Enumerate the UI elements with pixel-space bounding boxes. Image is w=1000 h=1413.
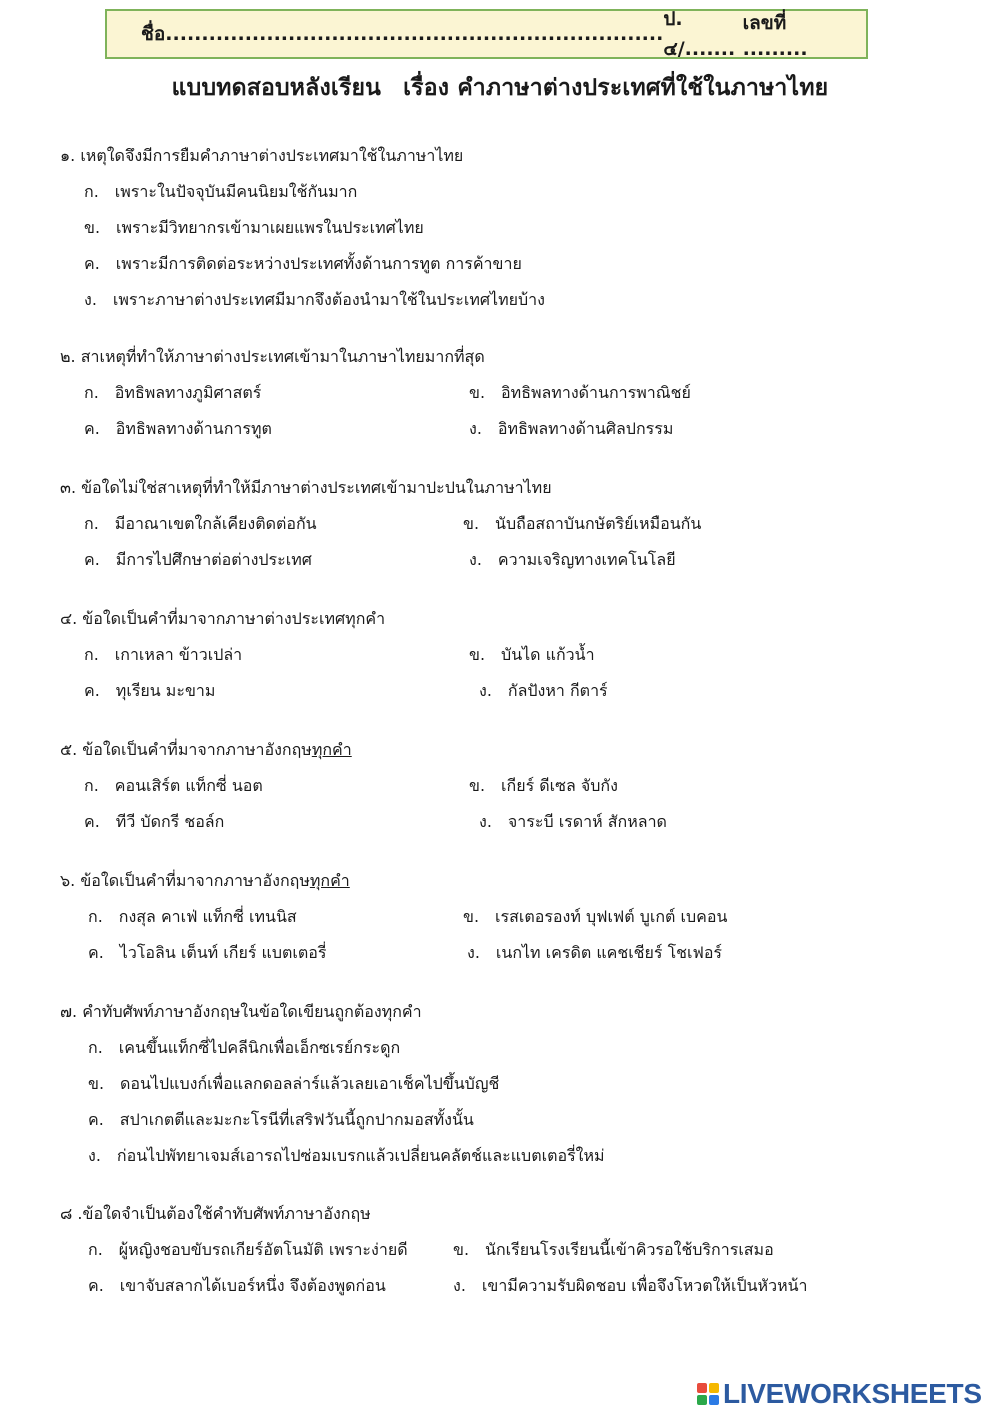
option-b[interactable]: ข. เพราะมีวิทยากรเข้ามาเผยแพรในประเทศไทย [84, 218, 424, 237]
option-c[interactable]: ค. สปาเกตตีและมะกะโรนีที่เสริฟวันนี้ถูกปากมอสทั้งนั้น [88, 1110, 474, 1129]
option-a[interactable]: ก. คอนเสิร์ต แท็กซี่ นอต [84, 776, 263, 795]
liveworksheets-logo [697, 1378, 982, 1410]
option-b[interactable]: ข. นับถือสถาบันกษัตริย์เหมือนกัน [463, 514, 702, 533]
underlined-word: ทุกคำ [311, 740, 352, 759]
question-stem: ๒. สาเหตุที่ทำให้ภาษาต่างประเทศเข้ามาในภาษาไทยมากที่สุด [60, 347, 485, 366]
option-d[interactable]: ง. ก่อนไปพัทยาเจมส์เอารถไปซ่อมเบรกแล้วเปลี่ยนคลัตช์และแบตเตอรี่ใหม่ [88, 1146, 605, 1165]
question-stem: ๓. ข้อใดไม่ใช่สาเหตุที่ทำให้มีภาษาต่างประเทศเข้ามาปะปนในภาษาไทย [60, 478, 552, 497]
option-d[interactable]: ง. เขามีความรับผิดชอบ เพื่อจึงโหวตให้เป็นหัวหน้า [453, 1276, 808, 1295]
option-d[interactable]: ง. จาระบี เรดาห์ สักหลาด [479, 812, 667, 831]
underlined-word: ทุกคำ [309, 871, 350, 890]
logo-square [709, 1395, 719, 1405]
option-d[interactable]: ง. กัลปังหา กีตาร์ [479, 681, 608, 700]
option-a[interactable]: ก. ผู้หญิงชอบขับรถเกียร์อัตโนมัติ เพราะง่ายดี [88, 1240, 408, 1259]
option-c[interactable]: ค. ทุเรียน มะขาม [84, 681, 216, 700]
question-stem: ๕. ข้อใดเป็นคำที่มาจากภาษาอังกฤษทุกคำ [60, 740, 352, 759]
option-d[interactable]: ง. เพราะภาษาต่างประเทศมีมากจึงต้องนำมาใช้ในประเทศไทยบ้าง [84, 290, 545, 309]
logo-mark-icon [697, 1383, 719, 1405]
option-a[interactable]: ก. เพราะในปัจจุบันมีคนนิยมใช้กันมาก [84, 182, 358, 201]
class-field[interactable]: ป. ๔/....... [663, 8, 736, 60]
option-d[interactable]: ง. อิทธิพลทางด้านศิลปกรรม [469, 419, 674, 438]
option-b[interactable]: ข. เรสเตอรองท์ บุฟเฟต์ บูเกต์ เบคอน [463, 907, 728, 926]
option-a[interactable]: ก. อิทธิพลทางภูมิศาสตร์ [84, 383, 262, 402]
page-title [0, 70, 1000, 106]
number-field[interactable]: เลขที่ ......... [742, 12, 808, 60]
option-b[interactable]: ข. อิทธิพลทางด้านการพาณิชย์ [469, 383, 691, 402]
option-c[interactable]: ค. เขาจับสลากได้เบอร์หนึ่ง จึงต้องพูดก่อน [88, 1276, 386, 1295]
option-c[interactable]: ค. ทีวี บัดกรี ชอล์ก [84, 812, 225, 831]
question-stem: ๘ .ข้อใดจำเป็นต้องใช้คำทับศัพท์ภาษาอังกฤษ [60, 1204, 371, 1223]
title-topic: เรื่อง คำภาษาต่างประเทศที่ใช้ในภาษาไทย [403, 75, 829, 101]
logo-square [697, 1395, 707, 1405]
student-info-box [105, 9, 868, 59]
option-c[interactable]: ค. ไวโอลิน เต็นท์ เกียร์ แบตเตอรี่ [88, 943, 327, 962]
question-stem: ๑. เหตุใดจึงมีการยืมคำภาษาต่างประเทศมาใช้ในภาษาไทย [60, 146, 464, 165]
option-c[interactable]: ค. เพราะมีการติดต่อระหว่างประเทศทั้งด้านการทูต การค้าขาย [84, 254, 522, 273]
name-field[interactable]: ชื่อ..................................................................... [141, 23, 664, 45]
question-stem: ๗. คำทับศัพท์ภาษาอังกฤษในข้อใดเขียนถูกต้องทุกคำ [60, 1002, 422, 1021]
option-b[interactable]: ข. นักเรียนโรงเรียนนี้เข้าคิวรอใช้บริการเสมอ [453, 1240, 774, 1259]
option-a[interactable]: ก. กงสุล คาเฟ่ แท็กซี่ เทนนิส [88, 907, 297, 926]
logo-text: LIVEWORKSHEETS [723, 1378, 982, 1409]
option-a[interactable]: ก. เกาเหลา ข้าวเปล่า [84, 645, 243, 664]
option-c[interactable]: ค. มีการไปศึกษาต่อต่างประเทศ [84, 550, 312, 569]
option-d[interactable]: ง. เนกไท เครดิต แคชเชียร์ โชเฟอร์ [467, 943, 723, 962]
question-stem: ๔. ข้อใดเป็นคำที่มาจากภาษาต่างประเทศทุกคำ [60, 609, 386, 628]
title-main: แบบทดสอบหลังเรียน [171, 75, 382, 101]
logo-square [697, 1383, 707, 1393]
option-b[interactable]: ข. ดอนไปแบงก์เพื่อแลกดอลล่าร์แล้วเลยเอาเช็คไปขึ้นบัญชี [88, 1074, 500, 1093]
question-stem: ๖. ข้อใดเป็นคำที่มาจากภาษาอังกฤษทุกคำ [60, 871, 350, 890]
logo-square [709, 1383, 719, 1393]
option-d[interactable]: ง. ความเจริญทางเทคโนโลยี [469, 550, 676, 569]
option-b[interactable]: ข. เกียร์ ดีเซล จับกัง [469, 776, 618, 795]
option-c[interactable]: ค. อิทธิพลทางด้านการทูต [84, 419, 272, 438]
option-a[interactable]: ก. มีอาณาเขตใกล้เคียงติดต่อกัน [84, 514, 317, 533]
option-b[interactable]: ข. บันได แก้วน้ำ [469, 645, 595, 664]
option-a[interactable]: ก. เคนขึ้นแท็กซี่ไปคลีนิกเพื่อเอ็กซเรย์กระดูก [88, 1038, 401, 1057]
